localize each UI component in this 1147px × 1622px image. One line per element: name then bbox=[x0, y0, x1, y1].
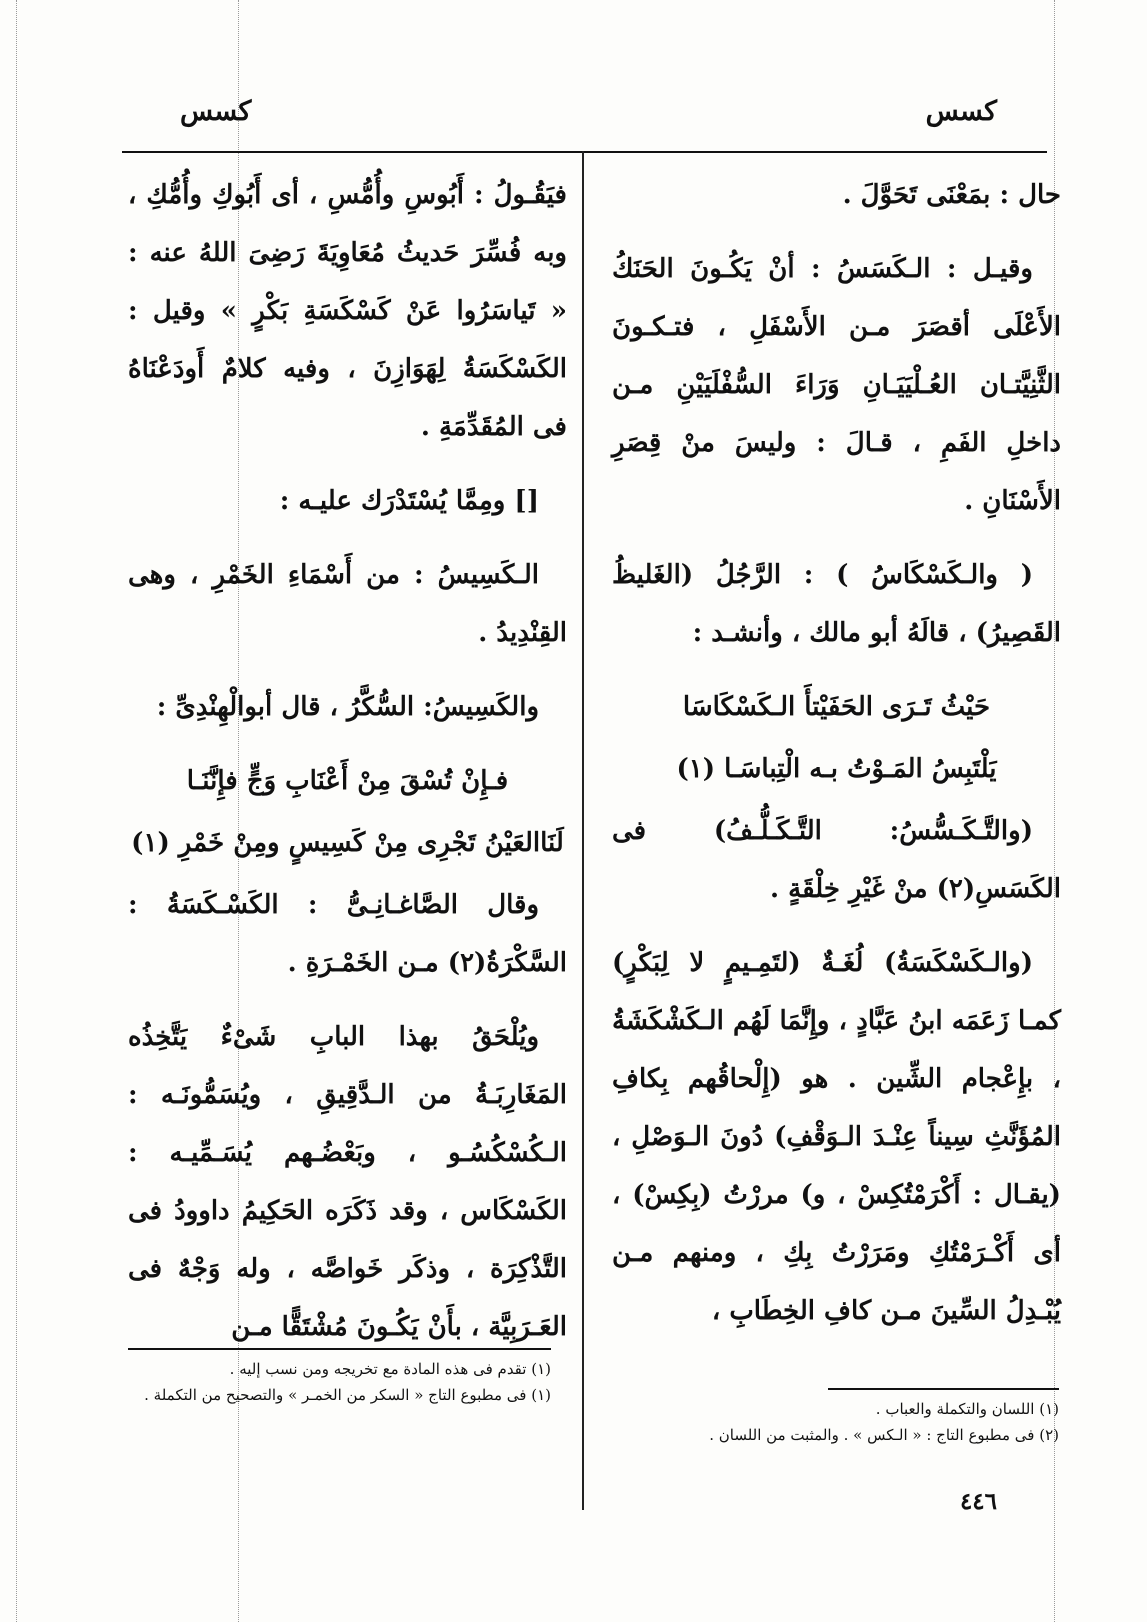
scan-margin-line bbox=[16, 0, 17, 1622]
paragraph: (والـكَسْكَسَةُ) لُغَـةٌ (لتَمِـيمٍ لا لِبَكْرٍ) كمـا زَعَمَه ابنُ عَبَّادٍ ، وإِنَّمَا لَهُم الـكَشْكَشَةُ ، بإِعْجام الشِّين . هو (إِلْحاقُهم بِكافِ المُؤَنَّثِ سِيناً عِنْـدَ الـوَقْفِ) دُونَ الـوَصْلِ ، (يقـال : أَكْرَمْتُكِسْ ، و) مررْتُ (بِكِسْ) ، أى أَكْـرَمْتُكِ ومَرَرْتُ بِكِ ، ومنهم مـن يُبْـدِلُ السِّينَ مـن كافِ الخِطَابِ ، bbox=[612, 948, 1061, 1326]
footnotes-left bbox=[128, 1356, 551, 1408]
column-divider bbox=[582, 151, 584, 1510]
paragraph: وقيـل : الـكَسَسُ : أنْ يَكُـونَ الحَنَكُ الأَعْلَى أقصَرَ مـن الأَسْفَلِ ، فتـكـونَ الثَّنِيَّتـان العُـلْيَيَـانِ وَرَاءَ السُّفْلَيَيْنِ مـن داخلِ الفَمِ ، قـالَ : وليسَ منْ قِصَرِ الأَسْنَانِ . bbox=[612, 254, 1061, 516]
paragraph: ( والـكَسْكَاسُ ) : الرَّجُلُ (الغَليظُ القَصِيرُ) ، قالَهُ أبو مالك ، وأنشـد : bbox=[612, 560, 1061, 648]
running-header-left: كسس bbox=[180, 96, 252, 127]
footnote: (٢) فى مطبوع التاج : « الـكس » . والمثبت من اللسان . bbox=[709, 1426, 1059, 1444]
verse-line: يَلْتَبِسُ المَـوْتُ بـه الْتِباسَـا (١) bbox=[676, 754, 997, 784]
footnote-rule-right bbox=[828, 1388, 1059, 1390]
paragraph: حال : بمَعْنَى تَحَوَّلَ . bbox=[842, 180, 1061, 210]
footnote: (١) اللسان والتكملة والعباب . bbox=[875, 1400, 1059, 1418]
paragraph: فيَقُـولُ : أَبُوسِ وأُمُّسِ ، أى أَبُوكِ وأُمُّكِ ، وبه فُسِّرَ حَديثُ مُعَاوِيَةَ رَضِىَ اللهُ عنه : « تَياسَرُوا عَنْ كَسْكَسَةِ بَكْرٍ » وقيل : الكَسْكَسَةُ لِهَوَازِنَ ، وفيه كلامٌ أَودَعْنَاهُ فى المُقَدِّمَةِ . bbox=[128, 180, 567, 442]
paragraph: (والتَّـكَـسُّسُ: التَّـكَـلُّـفُ) فى الكَسَسِ(٢) منْ غَيْرِ خِلْقَةٍ . bbox=[612, 816, 1061, 904]
paragraph: [] ومِمَّا يُسْتَدْرَك عليـه : bbox=[279, 486, 539, 516]
verse-line: لَنَاالعَيْنُ تَجْرِى مِنْ كَسِيسٍ ومِنْ خَمْرِ (١) bbox=[131, 828, 564, 858]
footnote: (١) تقدم فى هذه المادة مع تخريجه ومن نسب إليه . bbox=[229, 1360, 551, 1378]
footnotes-right bbox=[612, 1396, 1059, 1448]
paragraph: الـكَسِيسُ : من أَسْمَاءِ الخَمْرِ ، وهى القِنْدِيدُ . bbox=[128, 560, 567, 648]
verse-line: فـإِنْ تُسْقَ مِنْ أَعْنَابِ وَجٍّ فإِنَّنَـا bbox=[186, 766, 509, 796]
paragraph: وقال الصَّاغـانِـىُّ : الكَسْـكَسَةُ : السَّكْرَةُ(٢) مـن الخَمْـرَةِ . bbox=[128, 890, 567, 978]
footnote-rule-left bbox=[128, 1348, 551, 1350]
header-rule bbox=[122, 151, 1047, 153]
page-number: ٤٤٦ bbox=[959, 1488, 997, 1515]
paragraph: والكَسِيسُ: السُّكَّرُ ، قال أبوالْهِنْدِىِّ : bbox=[156, 692, 539, 722]
paragraph: ويُلْحَقُ بهذا البابِ شَىْءٌ يَتَّخِذُه المَغَارِبَـةُ من الـدَّقِيقِ ، ويُسَمُّونَـه : الـكُسْكُسُـو ، وبَعْضُـهم يُسَـمِّيـه : الكَسْكَاس ، وقد ذَكَرَه الحَكِيمُ داوودُ فى التَّذْكِرَة ، وذكَر خَواصَّه ، وله وَجْهٌ فى العَـرَبِيَّة ، بأَنْ يَكُـونَ مُشْتَقًّا مـن bbox=[128, 1022, 567, 1342]
footnote: (١) فى مطبوع التاج « السكر من الخمـر » والتصحيح من التكملة . bbox=[144, 1386, 551, 1404]
right-column bbox=[612, 166, 1061, 1356]
verse-line: حَيْثُ تَـرَى الحَفَيْتأَ الـكَسْكَاسَا bbox=[682, 692, 991, 722]
running-header-right: كسس bbox=[925, 96, 997, 127]
left-column bbox=[128, 166, 567, 1372]
